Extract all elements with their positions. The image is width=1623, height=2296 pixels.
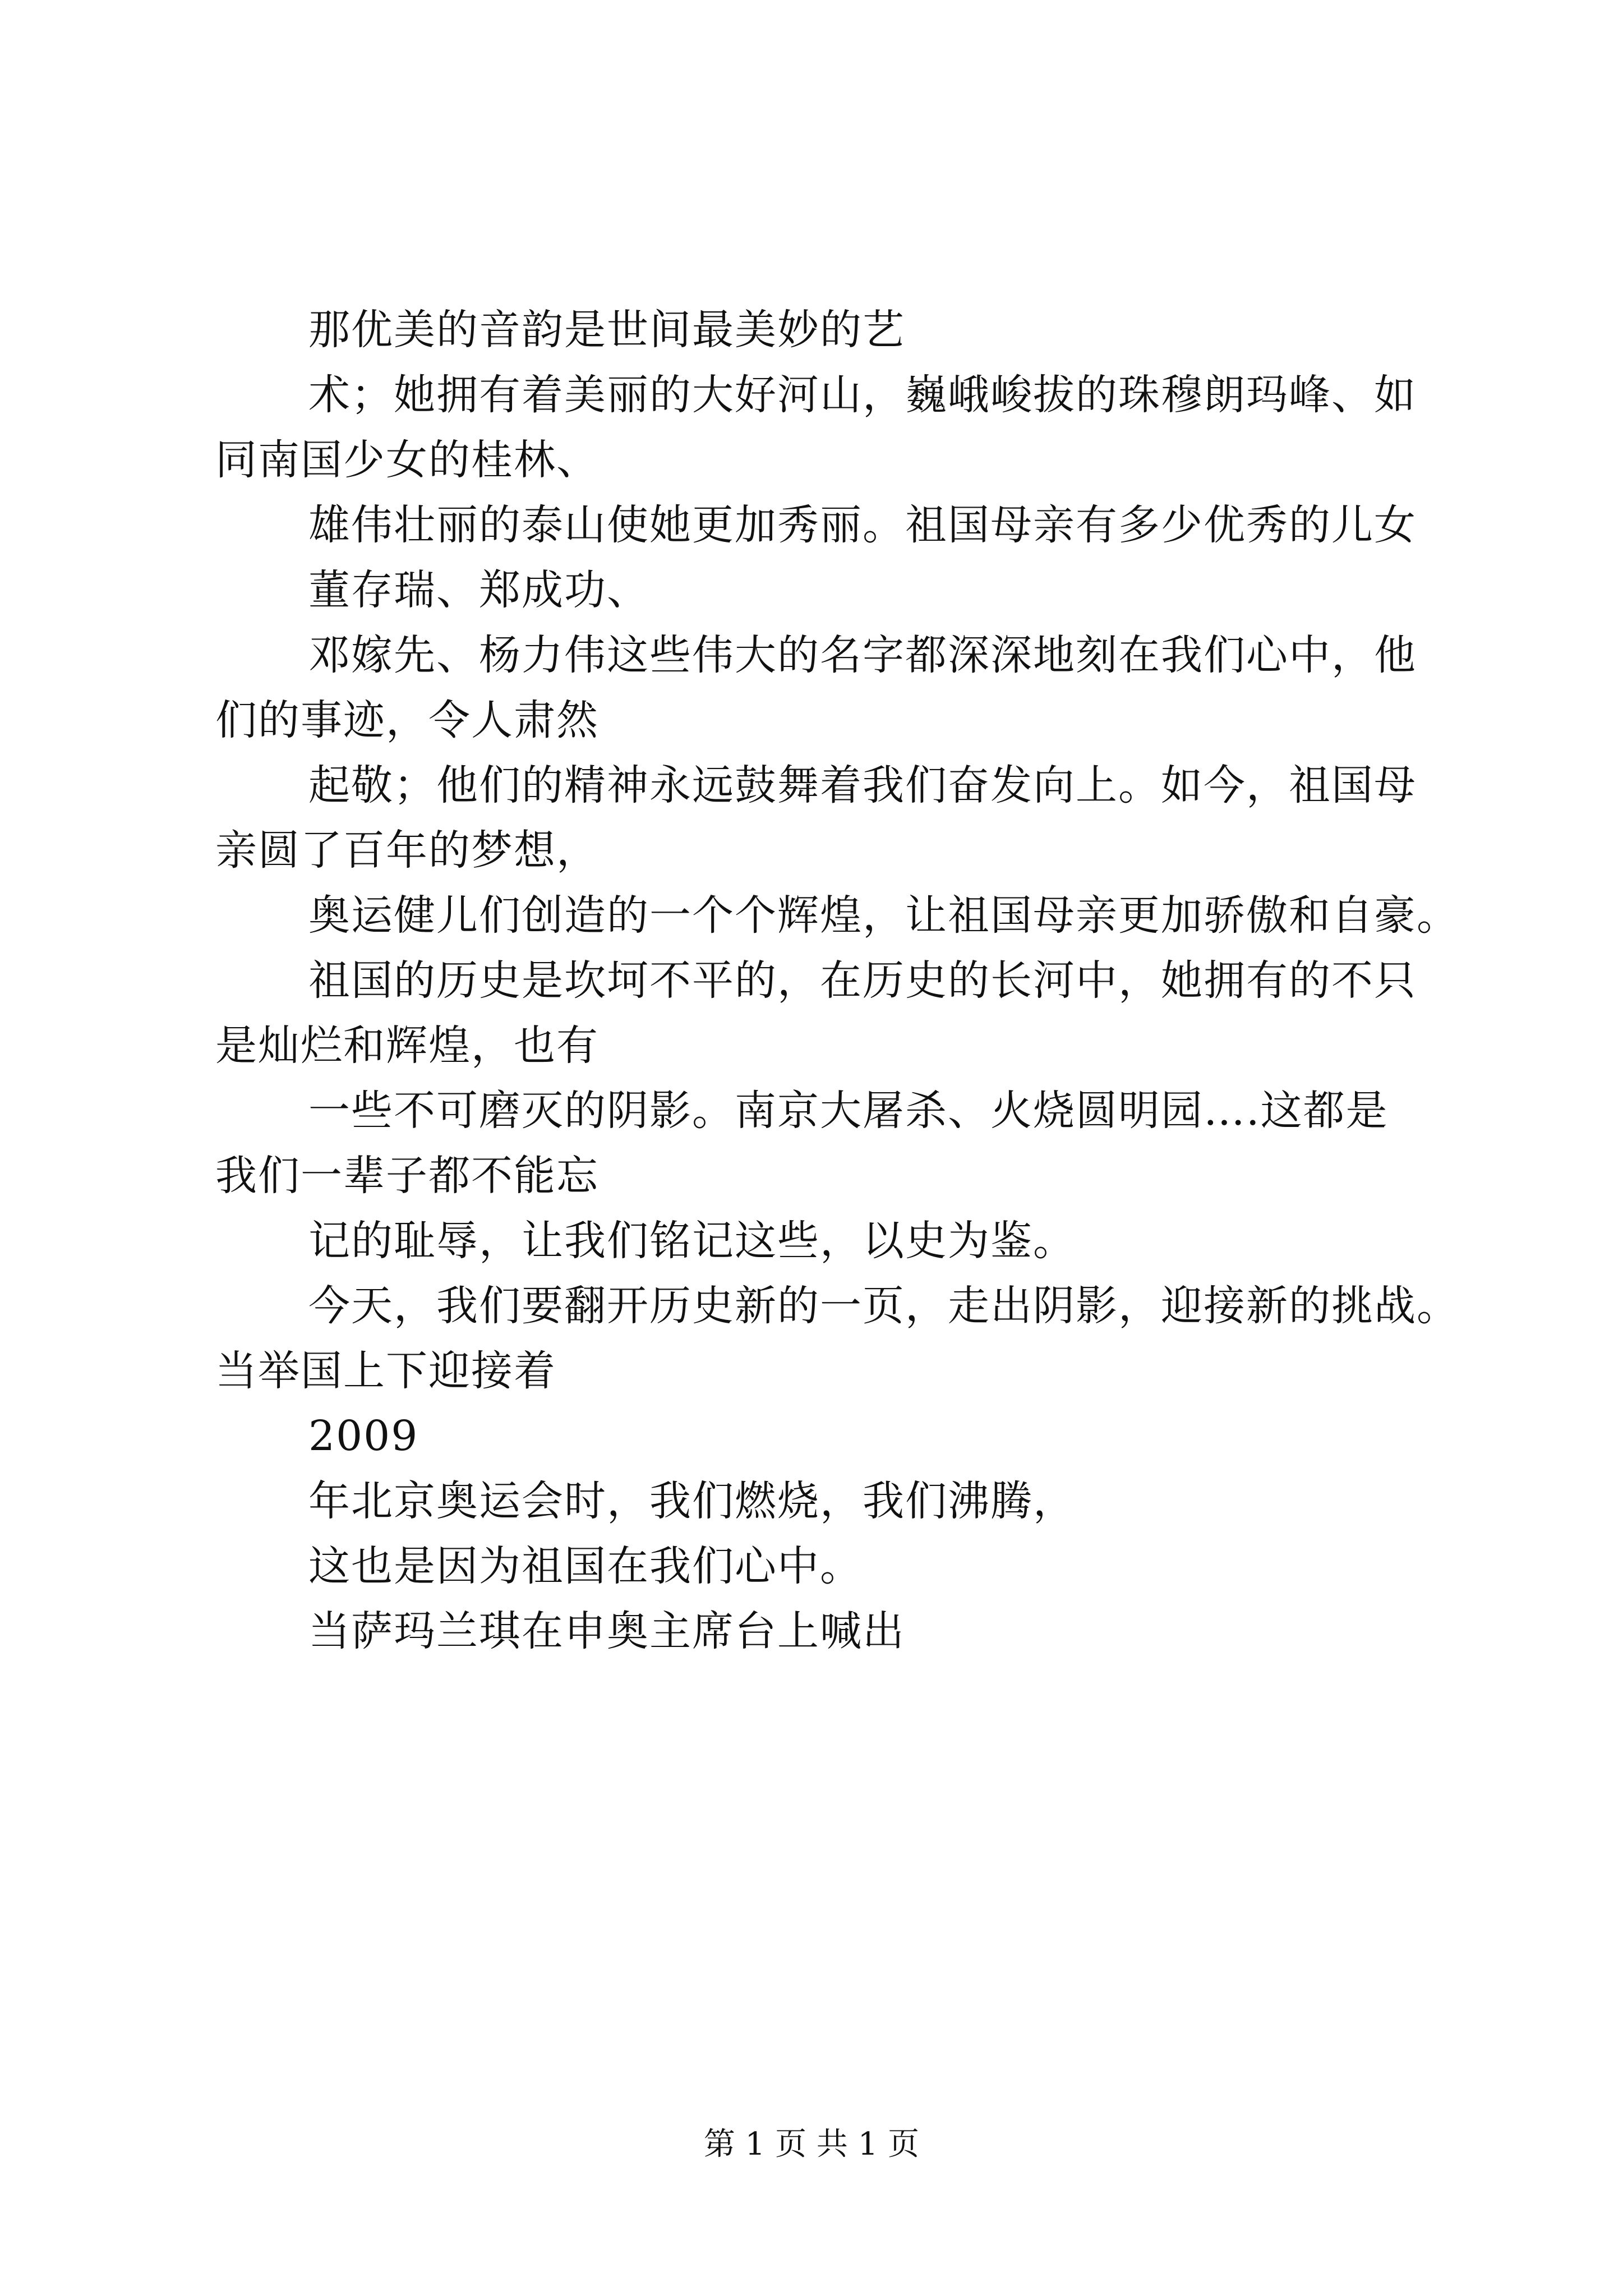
text-line: 同南国少女的桂林、 [215,436,599,484]
text-line: 我们一辈子都不能忘 [215,1152,599,1200]
text-line: 祖国的历史是坎坷不平的，在历史的长河中，她拥有的不只 [308,956,1417,1005]
text-line: 一些不可磨灭的阴影。南京大屠杀、火烧圆明园….这都是 [308,1087,1389,1135]
text-line: 当举国上下迎接着 [215,1347,556,1395]
text-line: 年北京奥运会时，我们燃烧，我们沸腾， [308,1477,1076,1525]
text-line: 当萨玛兰琪在申奥主席台上喊出 [308,1607,905,1655]
text-line: 今天，我们要翻开历史新的一页，走出阴影，迎接新的挑战。 [308,1282,1459,1330]
text-line: 这也是因为祖国在我们心中。 [308,1542,863,1590]
text-line: 起敬；他们的精神永远鼓舞着我们奋发向上。如今，祖国母 [308,761,1417,809]
text-line: 那优美的音韵是世间最美妙的艺 [308,306,905,354]
text-line: 们的事迹，令人肃然 [215,696,599,744]
text-line: 2009 [308,1412,419,1460]
text-line: 雄伟壮丽的泰山使她更加秀丽。祖国母亲有多少优秀的儿女 [308,501,1417,549]
text-line: 术；她拥有着美丽的大好河山，巍峨峻拔的珠穆朗玛峰、如 [308,371,1417,419]
page-footer: 第 1 页 共 1 页 [703,2126,920,2162]
text-line: 董存瑞、郑成功、 [308,566,649,614]
text-line: 是灿烂和辉煌，也有 [215,1022,599,1070]
text-line: 亲圆了百年的梦想， [215,826,599,875]
text-line: 奥运健儿们创造的一个个辉煌，让祖国母亲更加骄傲和自豪。 [308,891,1459,940]
text-line: 邓嫁先、杨力伟这些伟大的名字都深深地刻在我们心中，他 [308,631,1417,679]
document-body [215,297,1459,1664]
text-line: 记的耻辱，让我们铭记这些，以史为鉴。 [308,1217,1076,1265]
